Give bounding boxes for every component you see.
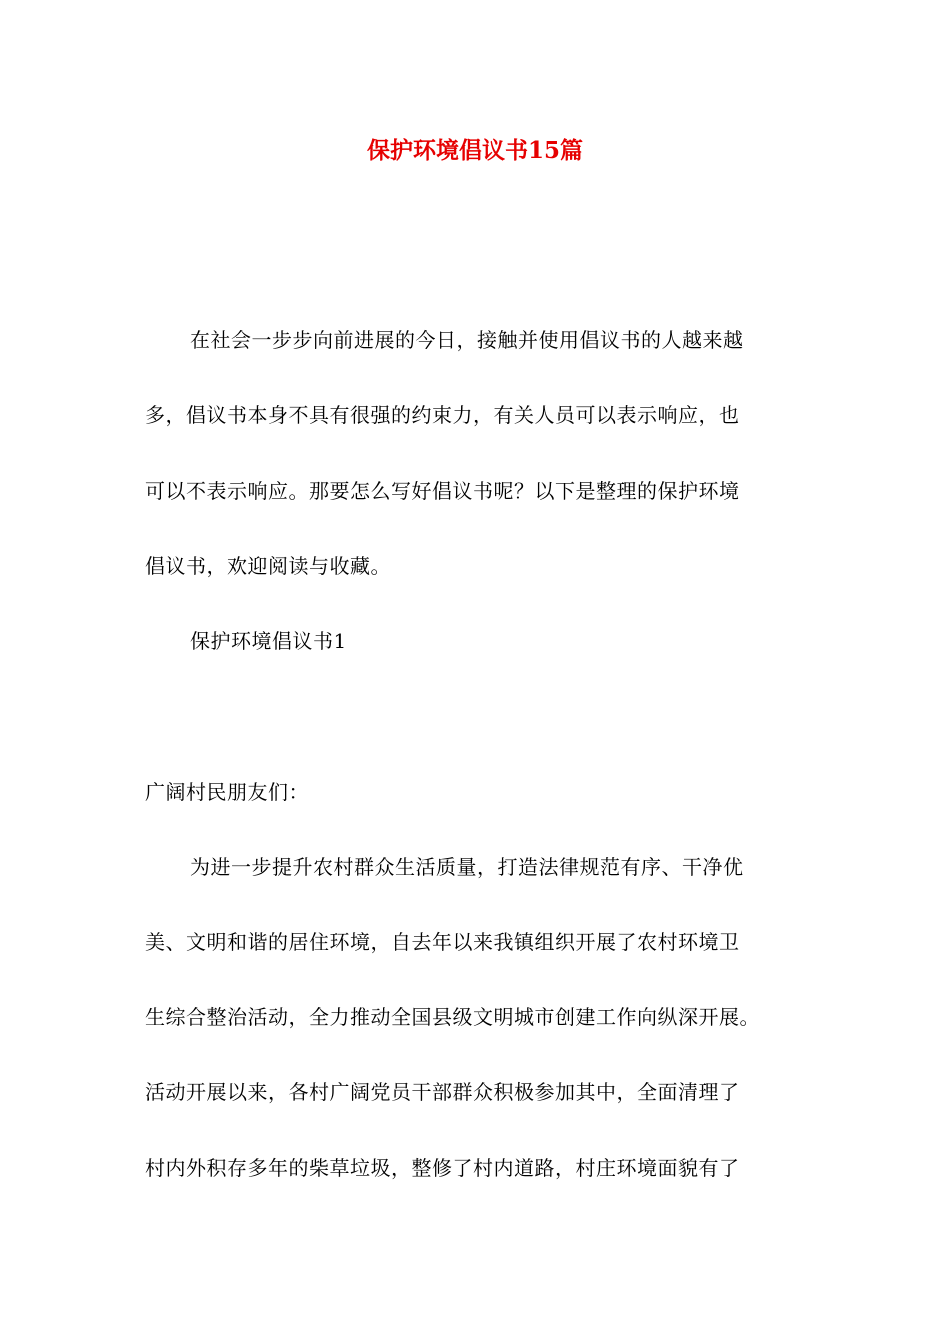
paragraph-line: 多，倡议书本身不具有很强的约束力，有关人员可以表示响应，也 <box>145 403 740 427</box>
paragraph-line: 村内外积存多年的柴草垃圾，整修了村内道路，村庄环境面貌有了 <box>145 1156 740 1180</box>
paragraph-line: 为进一步提升农村群众生活质量，打造法律规范有序、干净优 <box>190 855 744 879</box>
salutation: 广阔村民朋友们： <box>145 780 309 804</box>
paragraph-line: 美、文明和谐的居住环境，自去年以来我镇组织开展了农村环境卫 <box>145 930 740 954</box>
section-heading: 保护环境倡议书1 <box>190 629 347 653</box>
paragraph-line: 在社会一步步向前进展的今日，接触并使用倡议书的人越来越 <box>190 328 744 352</box>
paragraph-line: 生综合整治活动，全力推动全国县级文明城市创建工作向纵深开展。 <box>145 1005 760 1029</box>
paragraph-line: 活动开展以来，各村广阔党员干部群众积极参加其中，全面清理了 <box>145 1080 740 1104</box>
paragraph-line: 可以不表示响应。那要怎么写好倡议书呢？以下是整理的保护环境 <box>145 479 740 503</box>
paragraph-line: 倡议书，欢迎阅读与收藏。 <box>145 554 391 578</box>
document-title: 保护环境倡议书15篇 <box>366 137 583 164</box>
